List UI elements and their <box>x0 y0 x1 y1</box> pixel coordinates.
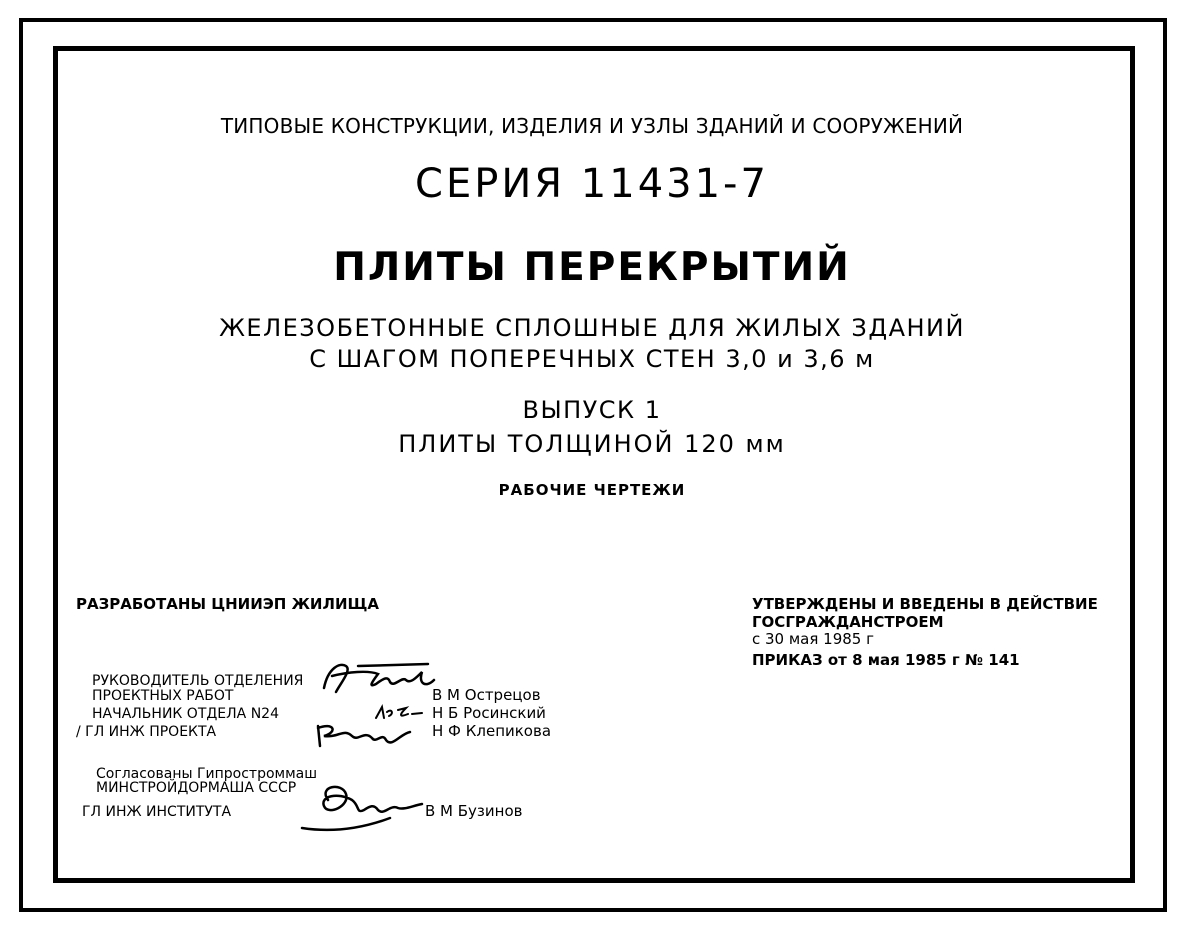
document-title: ПЛИТЫ ПЕРЕКРЫТИЙ <box>333 245 851 290</box>
dept-head-role-line-2: ПРОЕКТНЫХ РАБОТ <box>92 688 234 704</box>
signature-ostretsov <box>318 658 438 698</box>
approval-date: с 30 мая 1985 г <box>752 630 874 648</box>
chief-engineer-name: Н Ф Клепикова <box>432 722 552 740</box>
chief-engineer-role: / ГЛ ИНЖ ПРОЕКТА <box>76 724 217 740</box>
section-head-role: НАЧАЛЬНИК ОТДЕЛА N24 <box>92 706 279 722</box>
approval-line-2: ГОСГРАЖДАНСТРОЕМ <box>752 613 944 631</box>
dept-head-role-line-1: РУКОВОДИТЕЛЬ ОТДЕЛЕНИЯ <box>92 673 304 689</box>
institute-chief-engineer-name: В М Бузинов <box>425 802 523 820</box>
developed-by: РАЗРАБОТАНЫ ЦНИИЭП ЖИЛИЩА <box>76 595 379 613</box>
section-head-name: Н Б Росинский <box>432 704 546 722</box>
subtitle-line-2: С ШАГОМ ПОПЕРЕЧНЫХ СТЕН 3,0 и 3,6 м <box>309 345 875 373</box>
signature-klepikova <box>314 720 414 750</box>
agreed-line-1: Согласованы Гипростроммаш <box>96 766 318 782</box>
subtitle-line-1: ЖЕЛЕЗОБЕТОННЫЕ СПЛОШНЫЕ ДЛЯ ЖИЛЫХ ЗДАНИЙ <box>219 314 965 342</box>
institute-chief-engineer-role: ГЛ ИНЖ ИНСТИТУТА <box>82 804 232 820</box>
dept-head-name: В М Острецов <box>432 686 541 704</box>
drawings-label: РАБОЧИЕ ЧЕРТЕЖИ <box>498 481 686 499</box>
series-number: СЕРИЯ 11431-7 <box>415 161 769 207</box>
signature-buzinov <box>298 780 428 836</box>
approval-order: ПРИКАЗ от 8 мая 1985 г № 141 <box>752 651 1020 669</box>
agreed-line-2: МИНСТРОЙДОРМАША СССР <box>96 780 297 796</box>
issue-label: ВЫПУСК 1 <box>522 396 662 424</box>
series-header: ТИПОВЫЕ КОНСТРУКЦИИ, ИЗДЕЛИЯ И УЗЛЫ ЗДАНИЙ И СООРУЖЕНИЙ <box>220 114 964 138</box>
issue-title: ПЛИТЫ ТОЛЩИНОЙ 120 мм <box>398 430 786 458</box>
approval-line-1: УТВЕРЖДЕНЫ И ВВЕДЕНЫ В ДЕЙСТВИЕ <box>752 595 1098 613</box>
